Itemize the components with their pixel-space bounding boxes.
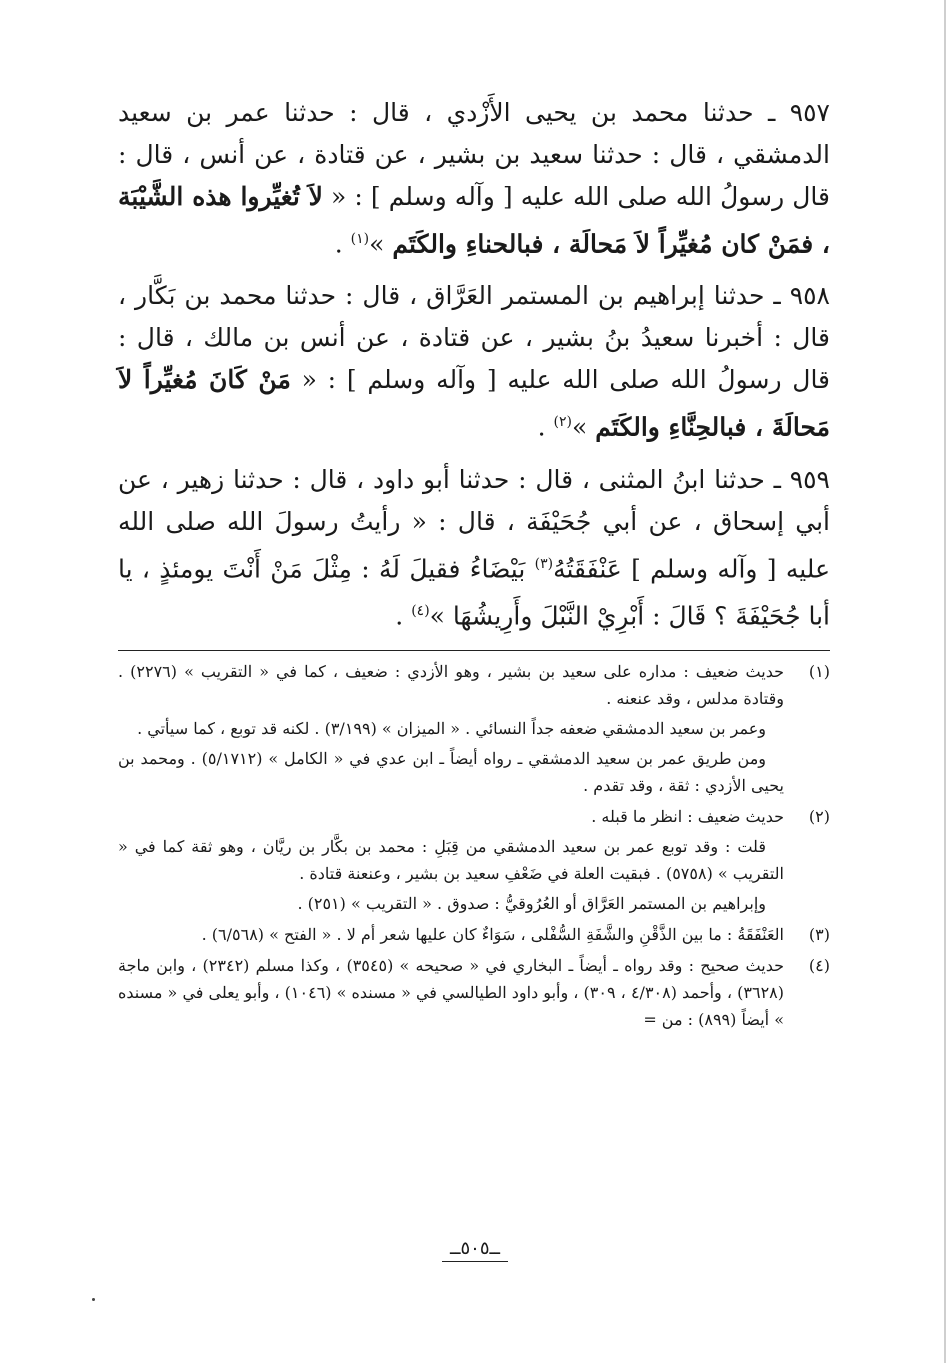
footnote-paragraph: وعمر بن سعيد الدمشقي ضعفه جداً النسائي . « الميزان » (٣/١٩٩) . لكنه قد توبع ، كما سيأتي . [137, 719, 766, 738]
scan-speck [92, 1298, 95, 1301]
hadith-matn: مَنْ كَانَ مُغيِّراً لاَ مَحالَةَ ، فبالحِنَّاءِ والكَتَم [118, 365, 830, 442]
footnote-number: (٢) [808, 807, 830, 826]
hadith-close-quote: » [369, 229, 393, 259]
footnote-paragraph: قلت : وقد توبع عمر بن سعيد الدمشقي من قِبَلِ : محمد بن بكَّار بن ريَّان ، وهو ثقة كما في « التقريب » (٥٧٥٨) . فبقيت العلة في ضَعْفِ سعيد بن بشير ، وعنعنة قتادة . [118, 837, 784, 883]
hadith-end: . [395, 601, 412, 631]
hadith-958 [118, 275, 830, 448]
footnote-ref: (٣) [534, 555, 554, 572]
hadith-matn: بَيْضَاءُ فقيلَ لَهُ : مِثْلَ مَنْ أَنْتَ يومئذٍ ، يا أبا جُحَيْفَةَ ؟ قَالَ : أَبْرِيْ النَّبْلَ وأَرِيشُهَا » [118, 553, 830, 631]
footnote-ref: (١) [350, 231, 370, 247]
footnote-1 [118, 658, 830, 799]
footnote-4 [118, 952, 830, 1033]
footnote-2 [118, 803, 830, 917]
main-text [118, 92, 830, 647]
footnote-paragraph: حديث صحيح : وقد رواه ـ أيضاً ـ البخاري في « صحيحه » (٣٥٤٥) ، وكذا مسلم (٢٣٤٢) ، وابن ماجة (٣٦٢٨) ، وأحمد (٤/٣٠٨ ، ٣٠٩) ، وأبو داود الطيالسي في « مسنده » (١٠٤٦) ، وأبو يعلى في « مسنده » أيضاً (٨٩٩) : من = [118, 956, 784, 1029]
footnote-paragraph: ومن طريق عمر بن سعيد الدمشقي ـ رواه أيضاً ـ ابن عدي في « الكامل » (٥/١٧١٢) . ومحمد بن يحيى الأزدي : ثقة ، وقد تقدم . [118, 749, 784, 795]
hadith-959 [118, 459, 830, 638]
footnotes [118, 658, 830, 1037]
hadith-matn: لاَ تُغيِّروا هذه الشَّيْبَة ، فمَنْ كان مُغيِّراً لاَ مَحالَة ، فبالحناءِ والكَتَم [118, 182, 830, 259]
footnote-paragraph: وإبراهيم بن المستمر العَرَّاق أو العُرُوقيُّ : صدوق . « التقريب » (٢٥١) . [297, 894, 766, 913]
hadith-isnad: ـ حدثنا ابنُ المثنى ، قال : حدثنا أبو داود ، قال : حدثنا زهير ، عن أبي إسحاق ، عن أبي جُحَيْفَة ، قال : « رأيتُ رسولَ الله صلى الله عليه [ وآله وسلم ] عَنْفَقَتُهُ [118, 464, 831, 583]
footnote-3 [118, 921, 830, 948]
hadith-end: . [537, 412, 554, 442]
hadith-end: . [334, 229, 351, 259]
footnote-ref: (٢) [553, 414, 572, 431]
footnote-ref: (٤) [411, 602, 430, 619]
page-number-text: ــ٥٠٥ــ [442, 1238, 508, 1262]
footnote-number: (١) [808, 662, 830, 681]
footnote-paragraph: حديث ضعيف : انظر ما قبله . [591, 807, 784, 826]
hadith-number: ٩٥٨ [789, 281, 830, 311]
footnote-paragraph: حديث ضعيف : مداره على سعيد بن بشير ، وهو الأزدي : ضعيف ، كما في « التقريب » (٢٢٧٦) . وقتادة مدلس ، وقد عنعنه . [118, 662, 784, 708]
hadith-number: ٩٥٧ [789, 98, 830, 127]
footnote-paragraph: العَنْفَقَةُ : ما بين الذَّقْنِ والشَّفَةِ السُّفْلى ، سَوَاءٌ كان عليها شعر أم لا . « الفتح » (٦/٥٦٨) . [201, 925, 784, 944]
hadith-close-quote: » [571, 412, 596, 442]
hadith-957 [118, 92, 830, 265]
page-number [410, 1238, 540, 1259]
scan-edge-line [944, 0, 946, 1363]
hadith-number: ٩٥٩ [789, 464, 830, 494]
hadith-isnad: ـ حدثنا إبراهيم بن المستمر العَرَّاق ، قال : حدثنا محمد بن بَكَّار ، قال : أخبرنا سعيدُ بنُ بشير ، عن قتادة ، عن أنس بن مالك ، قال : قال رسولُ الله صلى الله عليه [ وآله وسلم ] : « [118, 281, 831, 395]
footnote-separator [118, 650, 830, 651]
footnote-number: (٣) [808, 925, 830, 944]
hadith-isnad: ـ حدثنا محمد بن يحيى الأَزْدي ، قال : حدثنا عمر بن سعيد الدمشقي ، قال : حدثنا سعيد بن بشير ، عن قتادة ، عن أنس ، قال : قال رسولُ الله صلى الله عليه [ وآله وسلم ] : « [118, 98, 830, 211]
footnote-number: (٤) [808, 956, 830, 975]
